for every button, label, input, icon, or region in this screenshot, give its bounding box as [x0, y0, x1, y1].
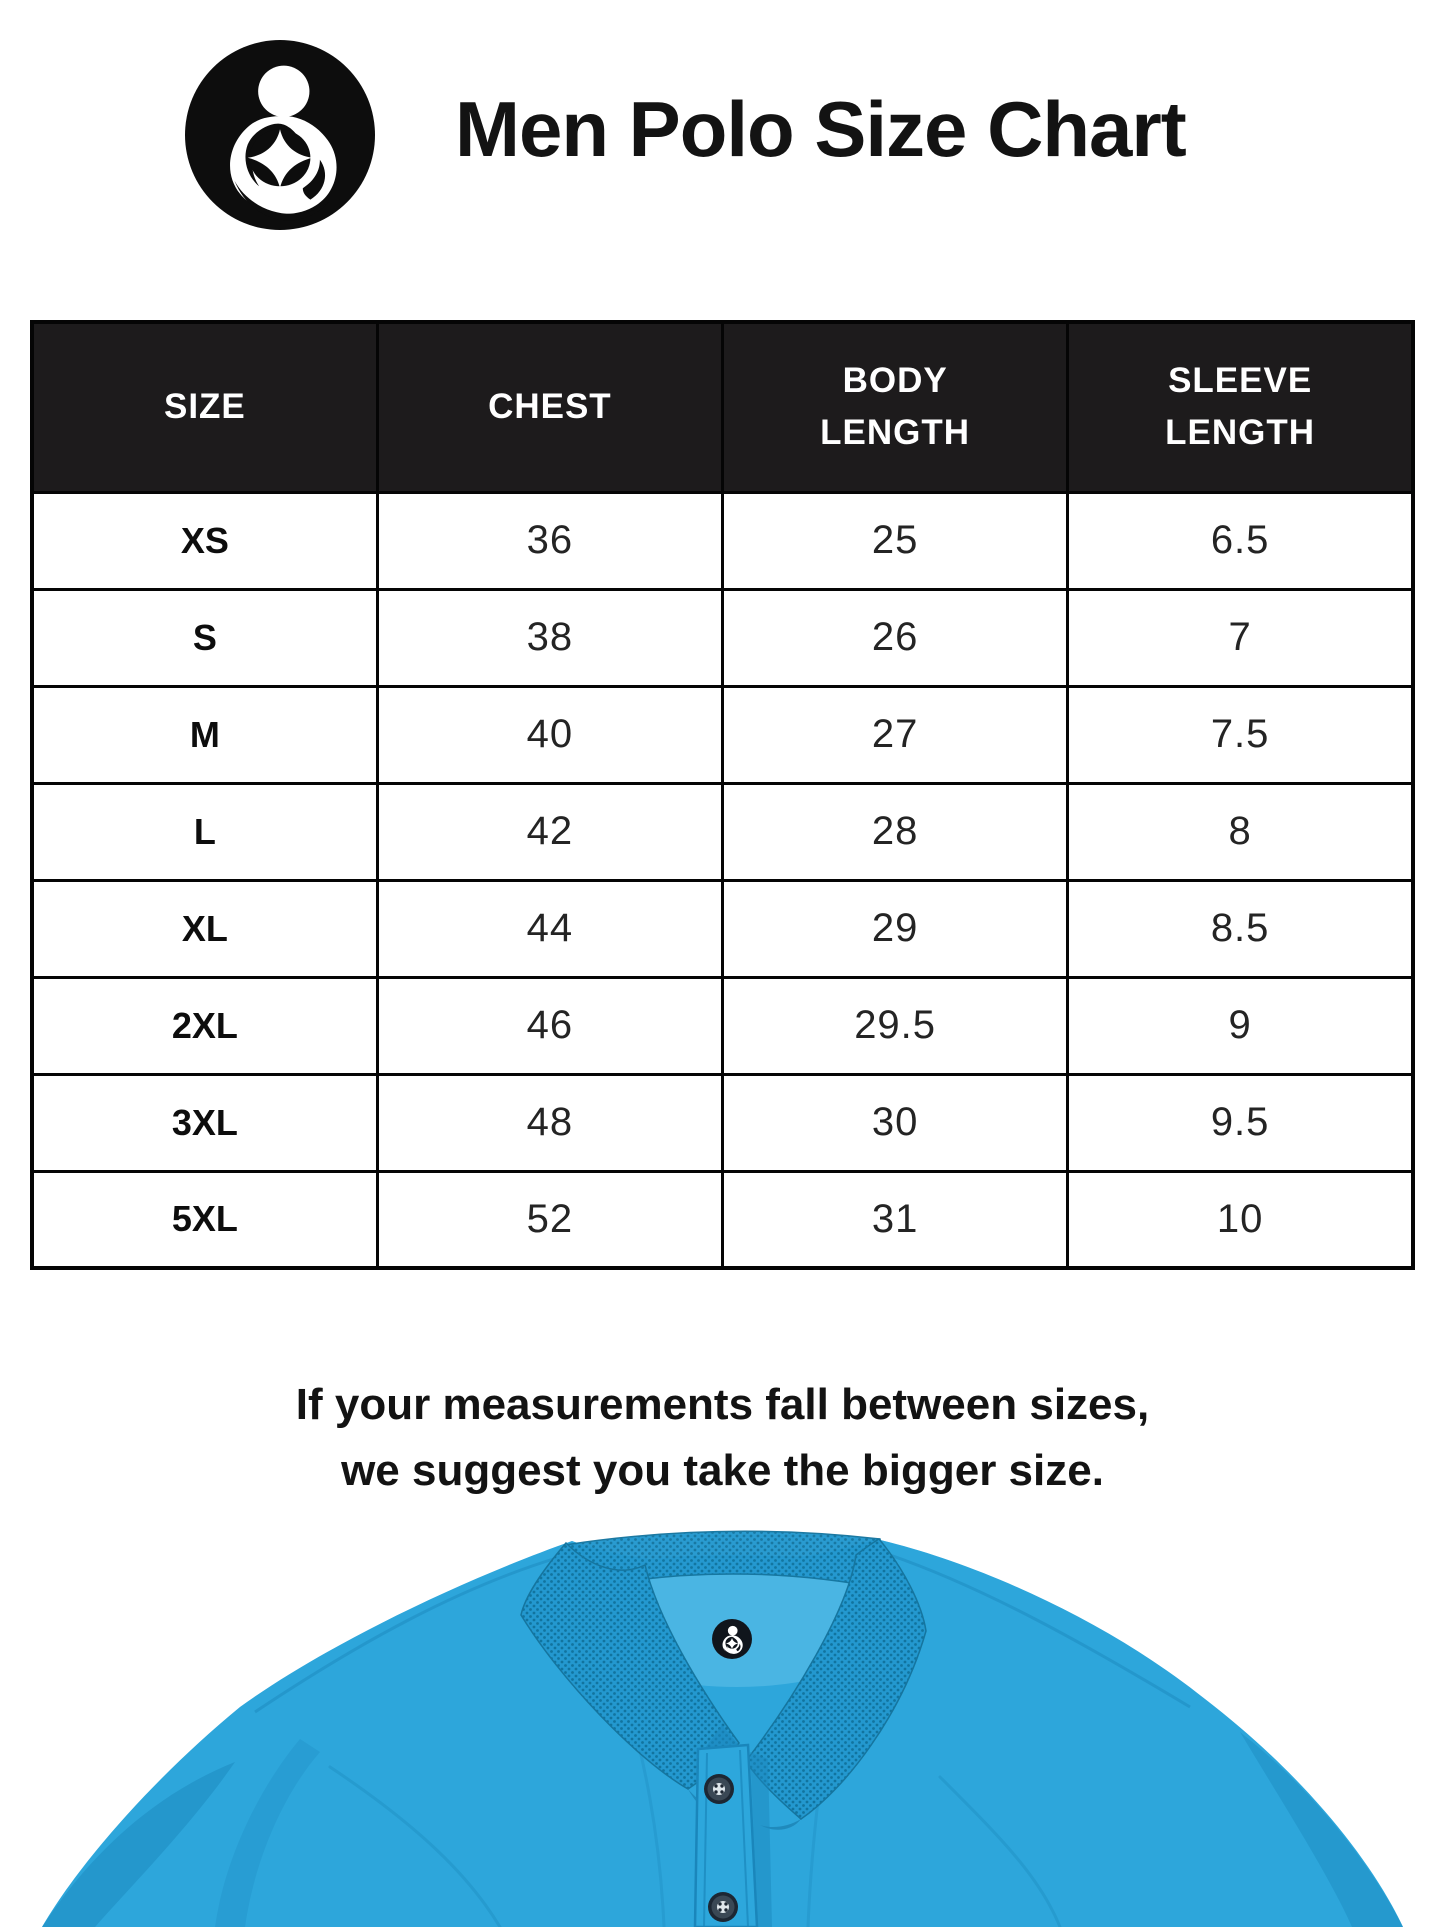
size-value: XS — [32, 492, 377, 589]
chest-value: 52 — [377, 1171, 722, 1268]
collar-tag-logo-icon — [712, 1619, 752, 1659]
body-length-value: 25 — [723, 492, 1068, 589]
chest-value: 44 — [377, 880, 722, 977]
sleeve-length-value: 10 — [1068, 1171, 1413, 1268]
chest-value: 48 — [377, 1074, 722, 1171]
sizing-note-line2: we suggest you take the bigger size. — [341, 1446, 1104, 1495]
sleeve-length-value: 6.5 — [1068, 492, 1413, 589]
chest-value: 46 — [377, 977, 722, 1074]
column-header-sleeve-length: SLEEVE LENGTH — [1068, 322, 1413, 492]
polo-button-top — [704, 1774, 734, 1804]
column-header-chest: CHEST — [377, 322, 722, 492]
size-value: XL — [32, 880, 377, 977]
table-row — [32, 1074, 1413, 1171]
body-length-value: 29.5 — [723, 977, 1068, 1074]
sleeve-length-value: 8.5 — [1068, 880, 1413, 977]
body-length-value: 30 — [723, 1074, 1068, 1171]
table-header-row — [32, 322, 1413, 492]
chest-value: 36 — [377, 492, 722, 589]
size-value: 2XL — [32, 977, 377, 1074]
body-length-value: 28 — [723, 783, 1068, 880]
sizing-note-line1: If your measurements fall between sizes, — [295, 1380, 1150, 1429]
table-row — [32, 492, 1413, 589]
body-length-value: 27 — [723, 686, 1068, 783]
size-value: M — [32, 686, 377, 783]
size-chart-table — [30, 320, 1415, 1270]
table-row — [32, 977, 1413, 1074]
chest-value: 40 — [377, 686, 722, 783]
size-value: L — [32, 783, 377, 880]
column-header-size: SIZE — [32, 322, 377, 492]
polo-shirt-illustration — [0, 1527, 1445, 1927]
page-title: Men Polo Size Chart — [455, 85, 1186, 173]
body-length-value: 29 — [723, 880, 1068, 977]
sizing-note — [0, 1372, 1445, 1504]
sleeve-length-value: 9 — [1068, 977, 1413, 1074]
sleeve-length-value: 7.5 — [1068, 686, 1413, 783]
table-row — [32, 880, 1413, 977]
sleeve-length-value: 7 — [1068, 589, 1413, 686]
body-length-value: 26 — [723, 589, 1068, 686]
size-value: S — [32, 589, 377, 686]
chest-value: 38 — [377, 589, 722, 686]
sleeve-length-value: 8 — [1068, 783, 1413, 880]
sleeve-length-value: 9.5 — [1068, 1074, 1413, 1171]
column-header-body-length: BODY LENGTH — [723, 322, 1068, 492]
table-row — [32, 1171, 1413, 1268]
size-value: 5XL — [32, 1171, 377, 1268]
brand-logo-icon — [185, 40, 375, 230]
table-row — [32, 686, 1413, 783]
chest-value: 42 — [377, 783, 722, 880]
table-row — [32, 783, 1413, 880]
polo-shirt-image — [0, 1527, 1445, 1927]
size-value: 3XL — [32, 1074, 377, 1171]
polo-button-bottom — [708, 1892, 738, 1922]
body-length-value: 31 — [723, 1171, 1068, 1268]
table-row — [32, 589, 1413, 686]
